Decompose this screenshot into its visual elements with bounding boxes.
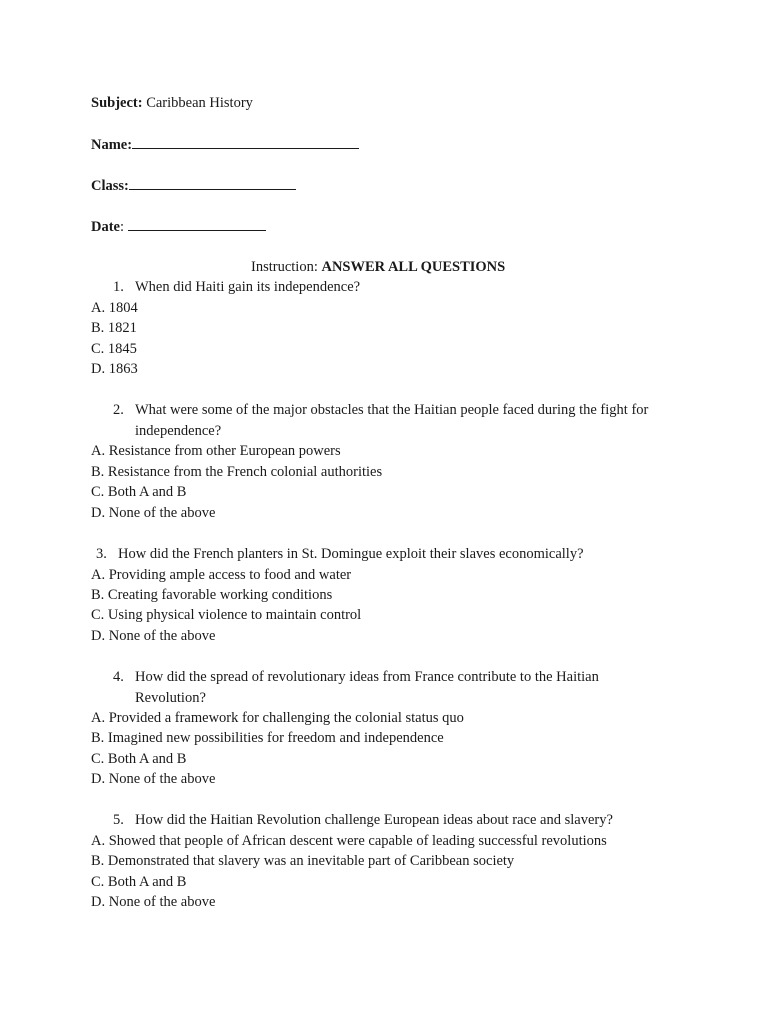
date-line [91,217,266,236]
option-2b: B. Resistance from the French colonial authorities [91,464,383,480]
question-text: When did Haiti gain its independence? [135,279,361,295]
subject-line [91,94,253,112]
option-4c: C. Both A and B [91,751,187,767]
question-number: 5. [113,812,124,828]
option-1d: D. 1863 [91,361,138,377]
question-number: 4. [113,669,124,685]
option-5c: C. Both A and B [91,874,187,890]
option-5d: D. None of the above [91,894,216,910]
question-text: How did the French planters in St. Domingue exploit their slaves economically? [118,546,584,562]
class-label: Class: [91,178,129,194]
question-text-line1: How did the spread of revolutionary ideas from France contribute to the Haitian [135,669,599,685]
name-line [91,135,359,154]
option-1b: B. 1821 [91,320,137,336]
question-5 [113,811,613,829]
name-field[interactable] [132,135,359,149]
option-4d: D. None of the above [91,771,216,787]
option-3a: A. Providing ample access to food and water [91,567,352,583]
date-label: Date [91,219,120,235]
option-1c: C. 1845 [91,341,137,357]
question-2 [113,401,648,419]
option-3b: B. Creating favorable working conditions [91,587,333,603]
instruction-prefix: Instruction: [251,259,318,275]
question-text: How did the Haitian Revolution challenge European ideas about race and slavery? [135,812,613,828]
option-3c: C. Using physical violence to maintain control [91,607,362,623]
instruction-text: ANSWER ALL QUESTIONS [321,259,506,275]
question-3 [96,545,584,563]
question-2-line2: independence? [135,423,222,439]
question-4 [113,668,599,686]
option-1a: A. 1804 [91,300,138,316]
option-2d: D. None of the above [91,505,216,521]
question-number: 3. [96,546,107,562]
class-line [91,176,296,195]
option-2c: C. Both A and B [91,484,187,500]
option-5b: B. Demonstrated that slavery was an inevitable part of Caribbean society [91,853,515,869]
option-4b: B. Imagined new possibilities for freedom and independence [91,730,444,746]
option-2a: A. Resistance from other European powers [91,443,341,459]
question-4-line2: Revolution? [135,690,206,706]
instruction [251,258,505,276]
question-1 [113,278,360,296]
date-field[interactable] [128,217,266,231]
question-number: 2. [113,402,124,418]
name-label: Name: [91,137,133,153]
option-5a: A. Showed that people of African descent were capable of leading successful revolutions [91,833,607,849]
class-field[interactable] [129,176,296,190]
option-3d: D. None of the above [91,628,216,644]
question-text-line1: What were some of the major obstacles that the Haitian people faced during the fight for [135,402,649,418]
question-number: 1. [113,279,124,295]
subject-label: Subject: [91,95,143,111]
option-4a: A. Provided a framework for challenging the colonial status quo [91,710,464,726]
date-colon: : [120,219,125,235]
subject-value: Caribbean History [146,95,253,111]
